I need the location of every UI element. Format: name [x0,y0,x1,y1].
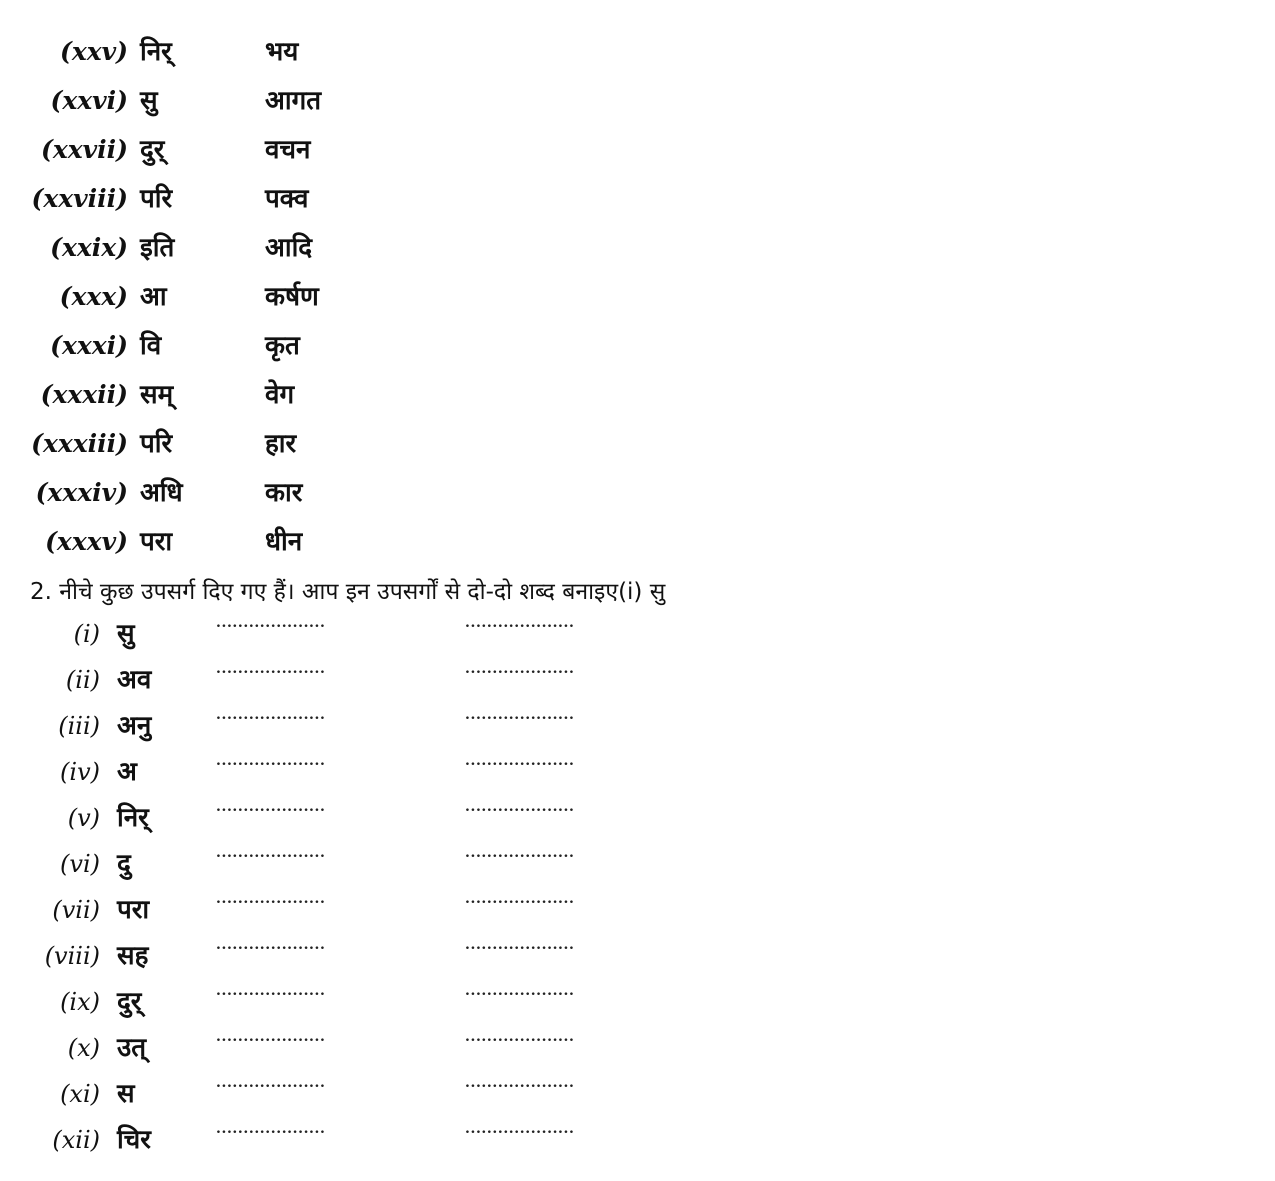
answer-blank-2[interactable]: .................... [465,800,575,814]
exercise-number: (v) [67,804,100,832]
exercise-number: (ix) [60,988,100,1016]
exercise-prefix: अ [117,757,137,787]
pair-suffix-word: आदि [265,233,313,263]
pair-number: (xxvii) [41,135,128,164]
exercise-prefix: उत् [117,1033,147,1063]
pair-number: (xxxii) [40,380,128,409]
pair-number: (xxxiii) [31,429,128,458]
exercise-number: (xi) [60,1080,100,1108]
answer-blank-2[interactable]: .................... [465,662,575,676]
answer-blank-2[interactable]: .................... [465,754,575,768]
pair-number: (xxxiv) [35,478,128,507]
pair-number: (xxx) [59,282,128,311]
pair-suffix-word: हार [265,429,297,459]
exercise-prefix: अनु [117,711,152,741]
exercise-prefix: सह [117,941,149,971]
answer-blank-2[interactable]: .................... [465,938,575,952]
pair-number: (xxv) [60,37,128,66]
answer-blank-2[interactable]: .................... [465,616,575,630]
pair-number: (xxvi) [50,86,128,115]
pair-suffix-word: वचन [265,135,311,165]
exercise-prefix: परा [117,895,150,925]
answer-blank-2[interactable]: .................... [465,846,575,860]
pair-prefix: दुर् [140,135,165,165]
answer-blank-2[interactable]: .................... [465,892,575,906]
exercise-number: (xii) [52,1126,100,1154]
pair-suffix-word: धीन [265,527,303,557]
pair-suffix-word: वेग [265,380,295,410]
pair-prefix: परि [140,429,173,459]
answer-blank-1[interactable]: .................... [216,800,326,814]
answer-blank-1[interactable]: .................... [216,662,326,676]
exercise-prefix: सु [117,619,135,649]
exercise-number: (x) [67,1034,100,1062]
answer-blank-1[interactable]: .................... [216,1030,326,1044]
answer-blank-1[interactable]: .................... [216,1122,326,1136]
pair-prefix: परि [140,184,173,214]
pair-prefix: आ [140,282,167,312]
pair-number: (xxxi) [50,331,128,360]
exercise-prefix: निर् [117,803,149,833]
exercise-prefix: दु [117,849,131,879]
pair-prefix: सम् [140,380,174,410]
answer-blank-2[interactable]: .................... [465,708,575,722]
answer-blank-2[interactable]: .................... [465,1122,575,1136]
pair-number: (xxix) [50,233,128,262]
answer-blank-2[interactable]: .................... [465,984,575,998]
pair-prefix: सु [140,86,158,116]
exercise-prefix: स [117,1079,135,1109]
answer-blank-1[interactable]: .................... [216,708,326,722]
answer-blank-1[interactable]: .................... [216,984,326,998]
answer-blank-1[interactable]: .................... [216,846,326,860]
answer-blank-1[interactable]: .................... [216,892,326,906]
answer-blank-2[interactable]: .................... [465,1030,575,1044]
pair-number: (xxviii) [31,184,128,213]
exercise-prefix: दुर् [117,987,142,1017]
answer-blank-2[interactable]: .................... [465,1076,575,1090]
pair-prefix: परा [140,527,173,557]
exercise-prefix: अव [117,665,152,695]
pair-prefix: अधि [140,478,183,508]
pair-suffix-word: भय [265,37,299,67]
pair-suffix-word: पक्व [265,184,309,214]
answer-blank-1[interactable]: .................... [216,938,326,952]
question-2-text: 2. नीचे कुछ उपसर्ग दिए गए हैं। आप इन उपसर्गों से दो-दो शब्द बनाइए(i) सु [30,579,666,605]
exercise-number: (vii) [52,896,100,924]
pair-suffix-word: कृत [265,331,300,361]
exercise-number: (ii) [65,666,100,694]
pair-prefix: निर् [140,37,172,67]
exercise-number: (iv) [60,758,100,786]
pair-prefix: वि [140,331,162,361]
pair-prefix: इति [140,233,175,263]
answer-blank-1[interactable]: .................... [216,1076,326,1090]
exercise-number: (viii) [44,942,100,970]
answer-blank-1[interactable]: .................... [216,754,326,768]
exercise-number: (i) [73,620,100,648]
pair-suffix-word: कर्षण [265,282,319,312]
answer-blank-1[interactable]: .................... [216,616,326,630]
exercise-number: (iii) [58,712,100,740]
exercise-number: (vi) [60,850,100,878]
exercise-prefix: चिर [117,1125,151,1155]
pair-suffix-word: कार [265,478,303,508]
pair-number: (xxxv) [45,527,128,556]
pair-suffix-word: आगत [265,86,322,116]
